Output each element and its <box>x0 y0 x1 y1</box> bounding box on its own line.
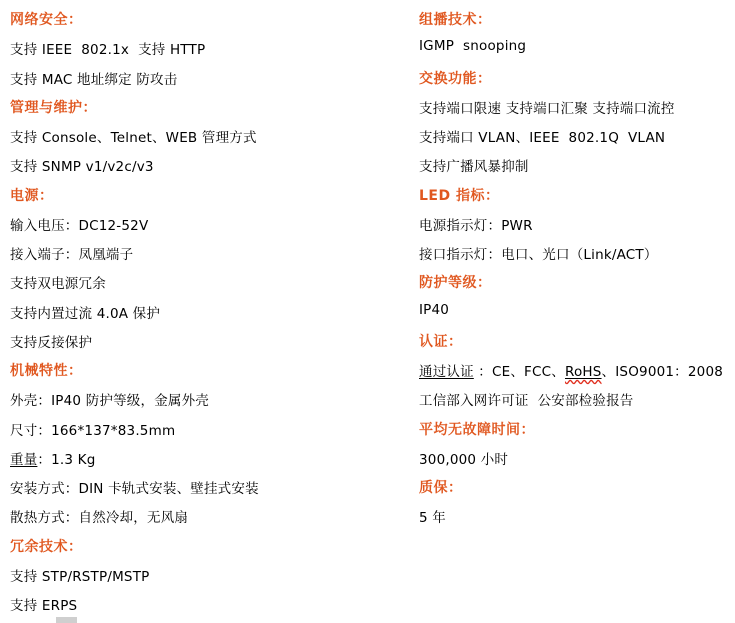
spec-line <box>419 94 731 123</box>
text-run: 支持 STP/RSTP/MSTP <box>10 568 150 585</box>
spec-column-left <box>10 6 410 620</box>
section-heading <box>10 357 410 386</box>
spec-line <box>10 269 410 298</box>
text-run: 5 年 <box>419 510 446 527</box>
text-run: 300,000 小时 <box>419 451 509 468</box>
spec-line <box>419 211 731 240</box>
text-run: 通过认证 <box>419 364 474 380</box>
text-run: 质保： <box>419 480 463 496</box>
text-run: 、ISO9001：2008 <box>601 364 724 380</box>
partial-cutoff-element <box>56 617 77 623</box>
section-heading <box>419 6 731 35</box>
text-run: 认证： <box>419 333 463 350</box>
section-heading <box>10 533 410 562</box>
section-heading <box>10 94 410 123</box>
text-run: 尺寸：166*137*83.5mm <box>10 422 176 439</box>
text-run: 交换功能： <box>419 70 492 87</box>
text-run: 电源： <box>10 187 54 204</box>
text-run: 支持 IEEE 802.1x 支持 HTTP <box>10 42 206 59</box>
spec-line <box>10 503 410 532</box>
text-run: LED 指标： <box>419 187 500 204</box>
text-run: ：CE、FCC、 <box>473 364 565 380</box>
text-run: 电源指示灯：PWR <box>419 217 533 234</box>
text-run: 支持 Console、Telnet、WEB 管理方式 <box>10 130 257 146</box>
text-run <box>565 364 602 380</box>
text-run: 工信部入网许可证 公安部检验报告 <box>419 393 634 410</box>
text-run: 支持内置过流 4.0A 保护 <box>10 305 161 322</box>
text-run: 外壳：IP40 防护等级，金属外壳 <box>10 393 209 410</box>
text-run: 机械特性： <box>10 363 83 379</box>
text-run: 防护等级： <box>419 275 492 292</box>
spec-line <box>419 123 731 152</box>
spec-line <box>10 240 410 269</box>
spec-line <box>10 35 410 64</box>
text-run: 冗余技术： <box>10 538 83 555</box>
section-heading <box>419 182 731 211</box>
spec-line <box>419 445 731 474</box>
text-run: 支持广播风暴抑制 <box>419 159 529 176</box>
spec-line <box>419 240 731 269</box>
spec-line <box>10 328 410 357</box>
spec-line <box>419 386 731 415</box>
spec-column-right <box>419 6 731 533</box>
text-run: IGMP snooping <box>419 38 527 55</box>
text-run: 支持端口 VLAN、IEEE 802.1Q VLAN <box>419 130 666 146</box>
text-run: 接入端子：凤凰端子 <box>10 247 134 263</box>
text-run: 支持 MAC 地址绑定 防攻击 <box>10 71 178 88</box>
text-run: ：1.3 Kg <box>37 451 96 468</box>
text-run: 支持端口限速 支持端口汇聚 支持端口流控 <box>419 100 675 117</box>
text-run: 支持双电源冗余 <box>10 276 106 293</box>
section-heading <box>419 269 731 298</box>
spec-line <box>10 211 410 240</box>
text-run: 接口指示灯：电口、光口（Link/ACT） <box>419 247 658 263</box>
spec-line <box>419 152 731 181</box>
section-heading <box>419 474 731 503</box>
spec-line <box>10 65 410 94</box>
spec-line <box>10 123 410 152</box>
spec-line <box>10 562 410 591</box>
spellcheck-flagged-text: RoHS <box>564 364 602 380</box>
spec-line <box>10 591 410 620</box>
text-run: 管理与维护： <box>10 99 97 116</box>
section-heading <box>10 182 410 211</box>
text-run: IP40 <box>419 301 450 318</box>
spec-line <box>419 299 731 328</box>
spec-line <box>10 474 410 503</box>
section-heading <box>10 6 410 35</box>
spec-line <box>419 357 731 386</box>
text-run: 网络安全： <box>10 12 83 28</box>
section-heading <box>419 328 731 357</box>
text-run: 重量 <box>10 451 38 468</box>
text-run: 组播技术： <box>419 12 492 28</box>
text-run: 支持 SNMP v1/v2c/v3 <box>10 159 154 176</box>
spec-line <box>10 386 410 415</box>
text-run: 支持 ERPS <box>10 598 78 614</box>
text-run: 安装方式：DIN 卡轨式安装、壁挂式安装 <box>10 481 259 497</box>
text-run: 平均无故障时间： <box>419 421 535 438</box>
spec-line <box>10 299 410 328</box>
text-run: 输入电压：DC12-52V <box>10 217 149 234</box>
section-heading <box>419 416 731 445</box>
text-run: 散热方式：自然冷却，无风扇 <box>10 510 189 527</box>
spec-line <box>10 445 410 474</box>
spec-line <box>10 152 410 181</box>
spec-line <box>10 416 410 445</box>
spec-line <box>419 35 731 64</box>
spec-line <box>419 503 731 532</box>
text-run: 支持反接保护 <box>10 334 93 351</box>
section-heading <box>419 65 731 94</box>
